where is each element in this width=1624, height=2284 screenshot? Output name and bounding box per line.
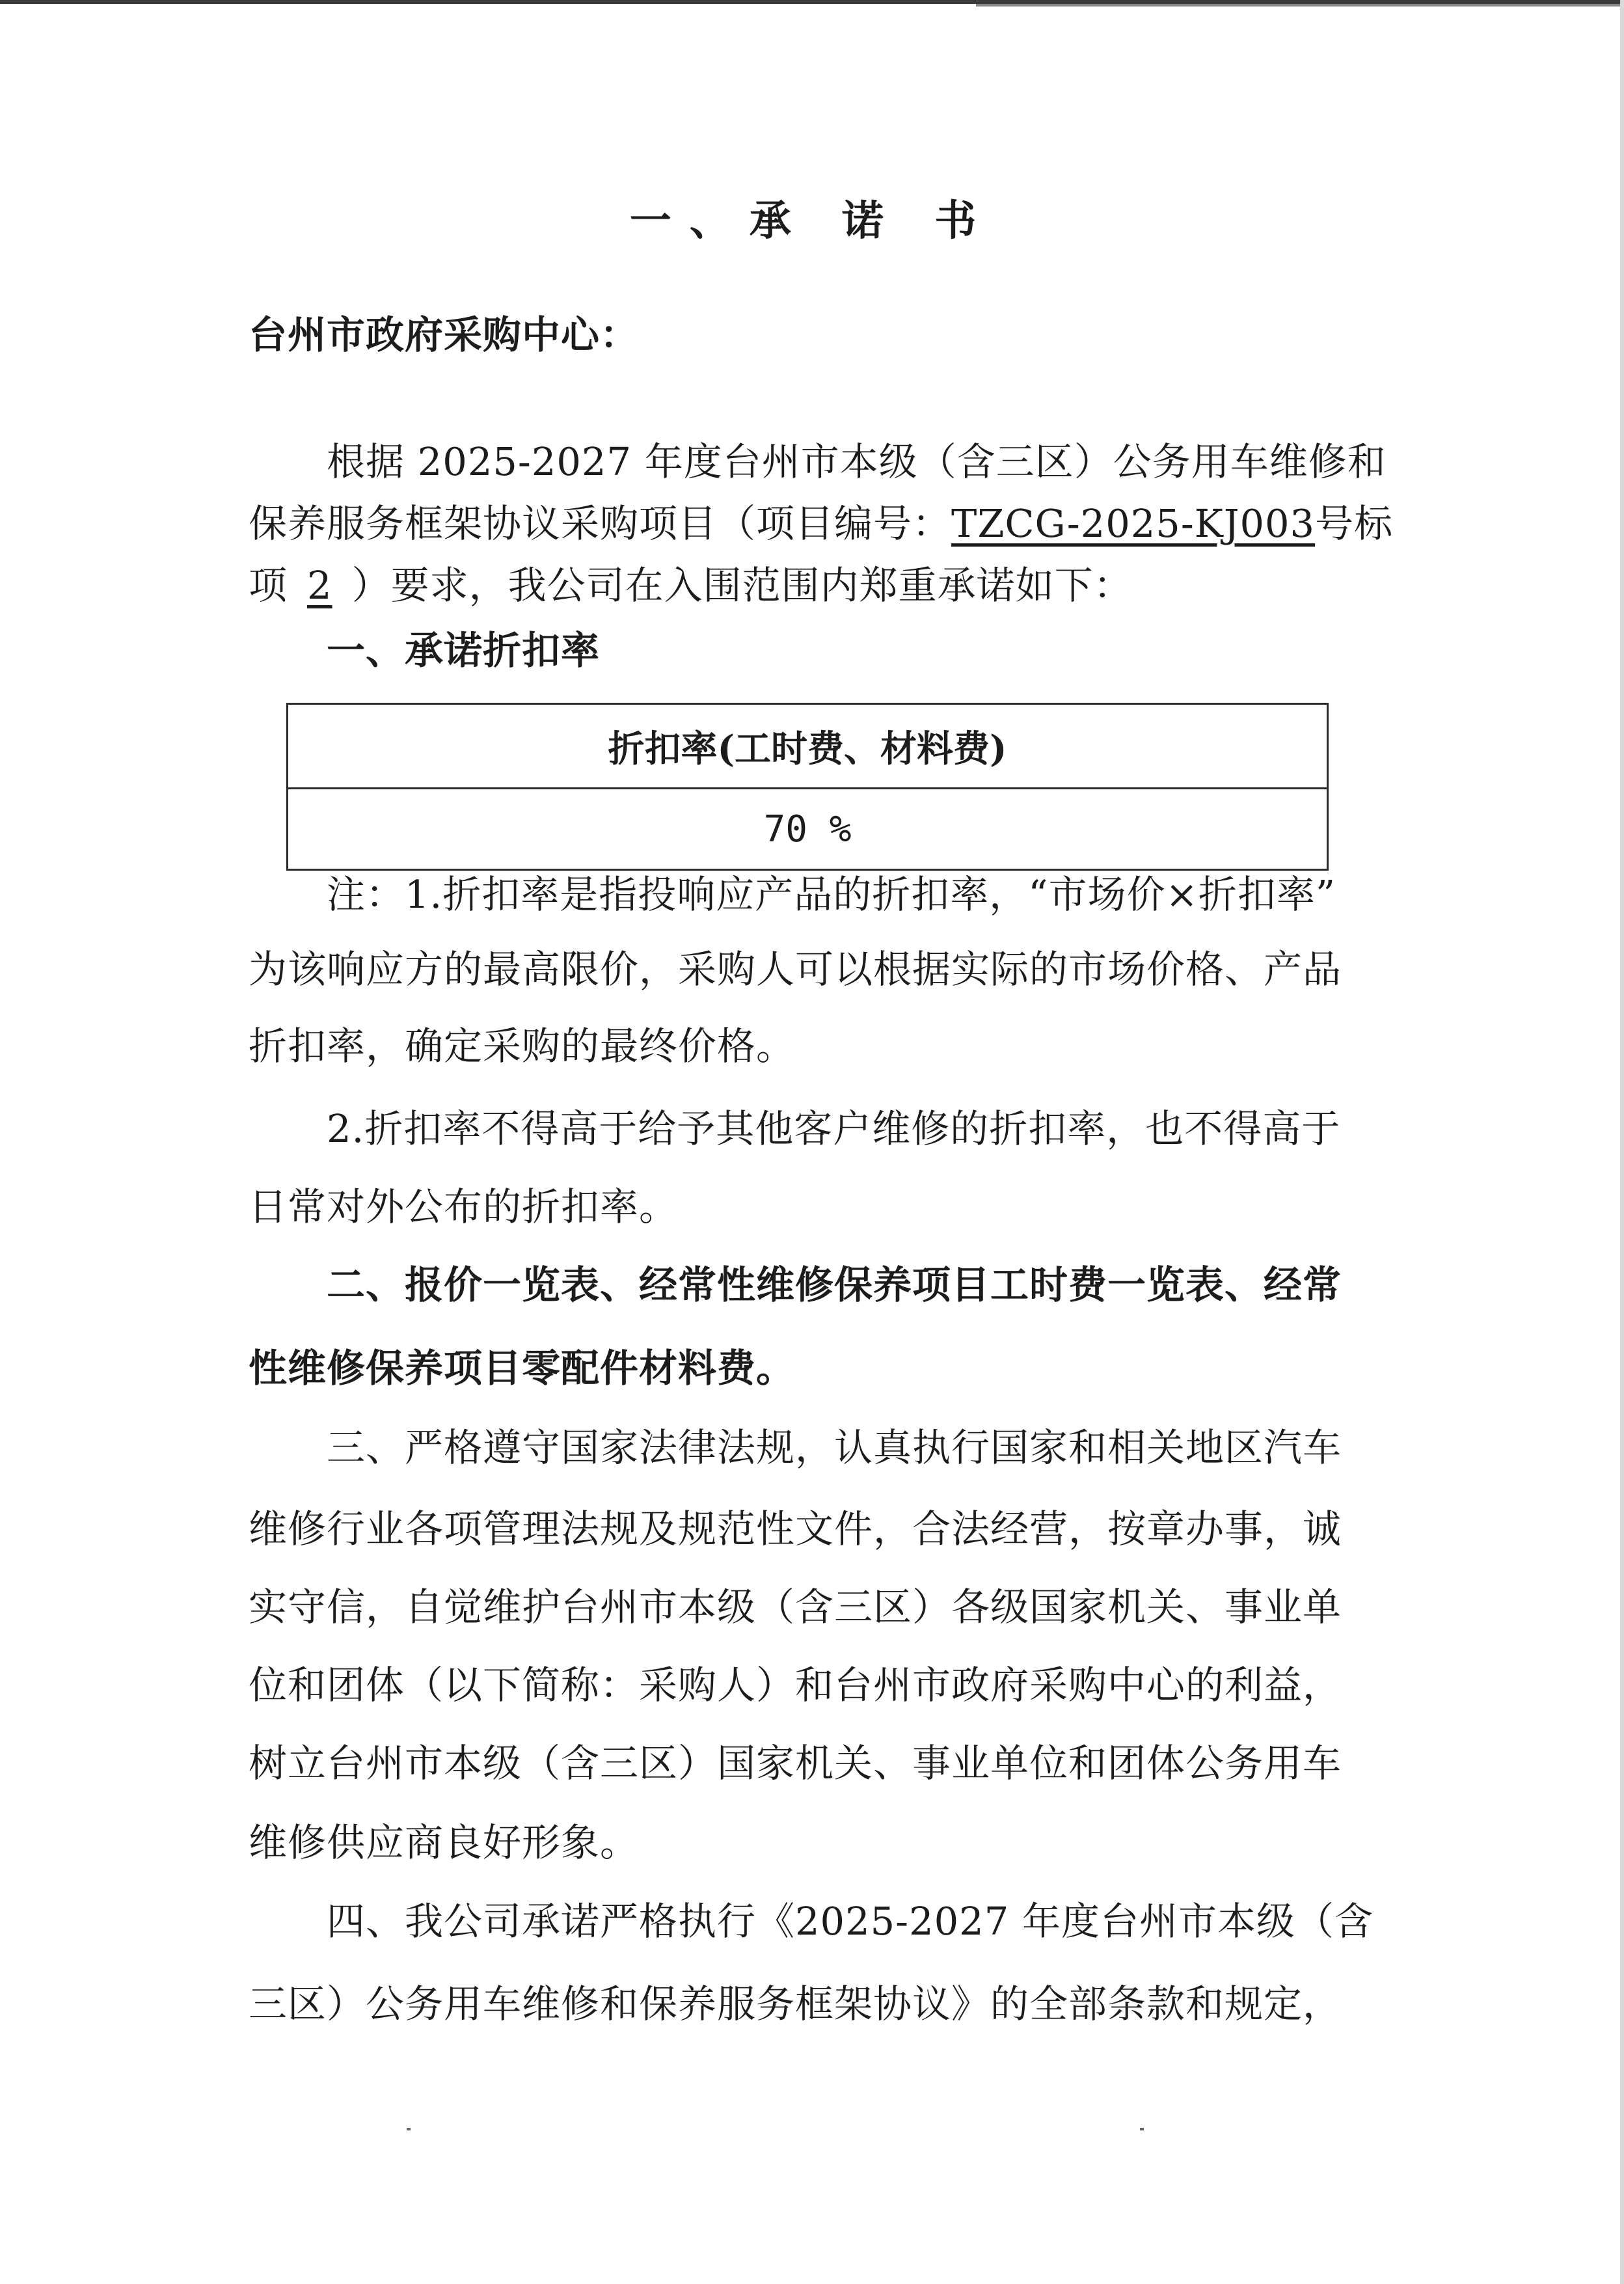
section3-line-5: 树立台州市本级（含三区）国家机关、事业单位和团体公务用车 xyxy=(249,1741,1342,1786)
section4-line-2: 三区）公务用车维修和保养服务框架协议》的全部条款和规定， xyxy=(249,1981,1342,2026)
rate-table-header: 折扣率(工时费、材料费) xyxy=(288,704,1328,789)
section1-heading: 一、承诺折扣率 xyxy=(327,628,601,673)
intro-line-2-post: 号标 xyxy=(1315,501,1394,546)
section3-line-2: 维修行业各项管理法规及规范性文件，合法经营，按章办事，诚 xyxy=(249,1506,1342,1551)
project-code: TZCG-2025-KJ003 xyxy=(951,501,1316,546)
intro-line-2 xyxy=(249,498,1394,550)
discount-rate-table xyxy=(286,703,1329,871)
section3-line-6: 维修供应商良好形象。 xyxy=(249,1820,640,1865)
section3-line-3: 实守信，自觉维护台州市本级（含三区）各级国家机关、事业单 xyxy=(249,1584,1342,1629)
intro-line-3-post: ）要求，我公司在入围范围内郑重承诺如下： xyxy=(351,563,1133,608)
intro-line-3-pre: 项 xyxy=(249,563,288,608)
note1-line-2: 为该响应方的最高限价，采购人可以根据实际的市场价格、产品 xyxy=(249,947,1342,992)
intro-line-2-pre: 保养服务框架协议采购项目（项目编号： xyxy=(249,501,952,546)
rate-table-value: 70 % xyxy=(288,789,1328,870)
intro-line-1: 根据 2025-2027 年度台州市本级（含三区）公务用车维修和 xyxy=(327,439,1387,484)
scan-speck xyxy=(1140,2128,1144,2130)
scan-speck xyxy=(407,2128,411,2130)
note1-line-3: 折扣率，确定采购的最终价格。 xyxy=(249,1024,796,1068)
section4-line-1: 四、我公司承诺严格执行《2025-2027 年度台州市本级（含 xyxy=(327,1899,1374,1944)
lot-number: 2 xyxy=(307,563,332,608)
note2-line-2: 日常对外公布的折扣率。 xyxy=(249,1184,679,1229)
scan-right-edge xyxy=(1620,0,1624,2284)
section2-line-2: 性维修保养项目零配件材料费。 xyxy=(249,1346,796,1391)
addressee: 台州市政府采购中心： xyxy=(249,312,640,357)
page-title: 一、承 诺 书 xyxy=(629,197,995,245)
section3-line-1: 三、严格遵守国家法律法规，认真执行国家和相关地区汽车 xyxy=(327,1425,1342,1470)
section2-line-1: 二、报价一览表、经常性维修保养项目工时费一览表、经常 xyxy=(327,1262,1342,1307)
scan-top-shadow xyxy=(976,4,1624,7)
intro-line-3 xyxy=(249,560,1369,612)
section3-line-4: 位和团体（以下简称：采购人）和台州市政府采购中心的利益， xyxy=(249,1663,1342,1707)
note1-line-1: 注：1.折扣率是指投响应产品的折扣率，“市场价×折扣率” xyxy=(327,872,1336,917)
note2-line-1: 2.折扣率不得高于给予其他客户维修的折扣率，也不得高于 xyxy=(327,1106,1341,1151)
